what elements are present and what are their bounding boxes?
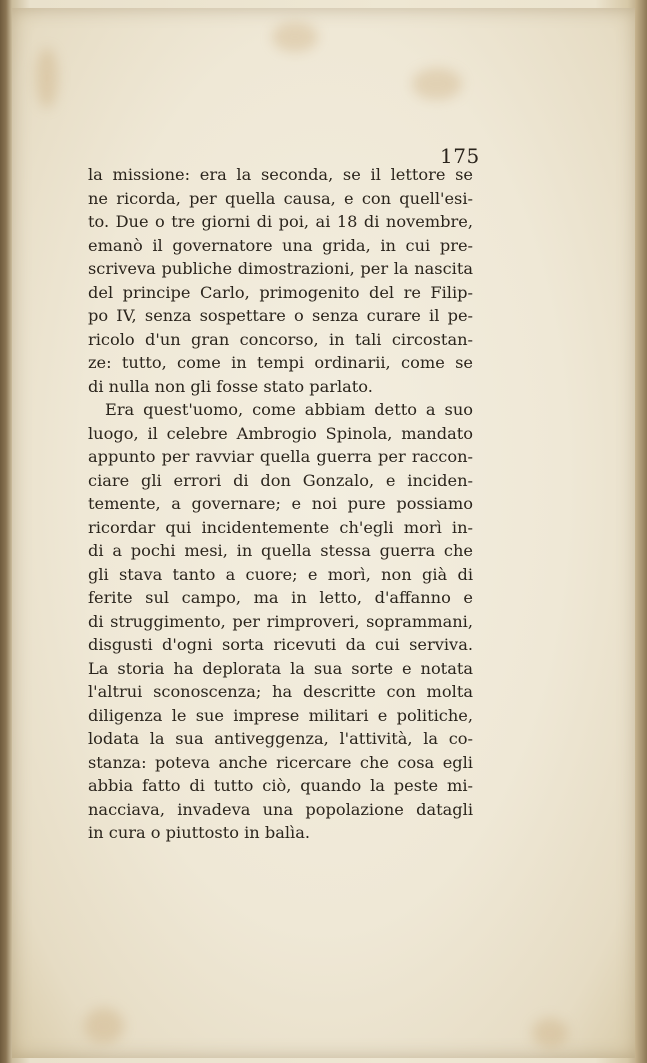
- text-line: la missione: era la seconda, se il lettore se: [88, 165, 473, 184]
- text-line: ricolo d'un gran concorso, in tali circostan-: [88, 329, 473, 349]
- foxing-stain: [532, 1018, 568, 1048]
- text-line: di struggimento, per rimproveri, soprammani,: [88, 611, 473, 631]
- text-line: ricordar qui incidentemente ch'egli morì in-: [88, 517, 473, 537]
- foxing-stain: [36, 48, 58, 108]
- text-line: luogo, il celebre Ambrogio Spinola, mandato: [88, 423, 473, 443]
- text-line: del principe Carlo, primogenito del re Filip-: [88, 282, 473, 302]
- text-line: La storia ha deplorata la sua sorte e notata: [88, 658, 473, 678]
- text-line: lodata la sua antiveggenza, l'attività, la co-: [88, 729, 473, 748]
- text-line: scriveva publiche dimostrazioni, per la nascita: [88, 259, 473, 278]
- foxing-stain: [412, 68, 462, 100]
- text-line: gli stava tanto a cuore; e morì, non già di: [88, 564, 473, 584]
- foxing-stain: [84, 1008, 124, 1044]
- text-line: in cura o piuttosto in balìa.: [88, 823, 311, 842]
- text-line: appunto per ravviar quella guerra per raccon-: [88, 447, 473, 466]
- text-line: temente, a governare; e noi pure possiamo: [88, 494, 473, 513]
- text-line: di nulla non gli fosse stato parlato.: [88, 376, 373, 396]
- text-line: diligenza le sue imprese militari e politiche,: [88, 705, 473, 725]
- text-line: ne ricorda, per quella causa, e con quell'esi-: [88, 188, 473, 208]
- text-line: po IV, senza sospettare o senza curare il pe-: [88, 306, 473, 325]
- text-line: disgusti d'ogni sorta ricevuti da cui serviva.: [88, 635, 473, 654]
- text-line: to. Due o tre giorni di poi, ai 18 di novembre,: [88, 212, 473, 231]
- text-line: emanò il governatore una grida, in cui pre-: [88, 235, 473, 255]
- text-line: stanza: poteva anche ricercare che cosa egli: [88, 752, 473, 772]
- text-line: di a pochi mesi, in quella stessa guerra che: [88, 541, 473, 560]
- foxing-stain: [272, 22, 318, 52]
- text-line: ze: tutto, come in tempi ordinarii, come se: [88, 353, 473, 372]
- paragraph-start-line: Era quest'uomo, come abbiam detto a suo: [105, 400, 473, 419]
- body-text: [88, 163, 473, 845]
- text-line: ciare gli errori di don Gonzalo, e inciden-: [88, 470, 473, 490]
- text-line: nacciava, invadeva una popolazione datagli: [88, 799, 473, 819]
- text-line: abbia fatto di tutto ciò, quando la peste mi-: [88, 776, 473, 795]
- page-number: 175: [440, 144, 480, 168]
- text-line: ferite sul campo, ma in letto, d'affanno e: [88, 588, 473, 607]
- text-line: l'altrui sconoscenza; ha descritte con molta: [88, 682, 473, 701]
- book-edge: [635, 0, 647, 1063]
